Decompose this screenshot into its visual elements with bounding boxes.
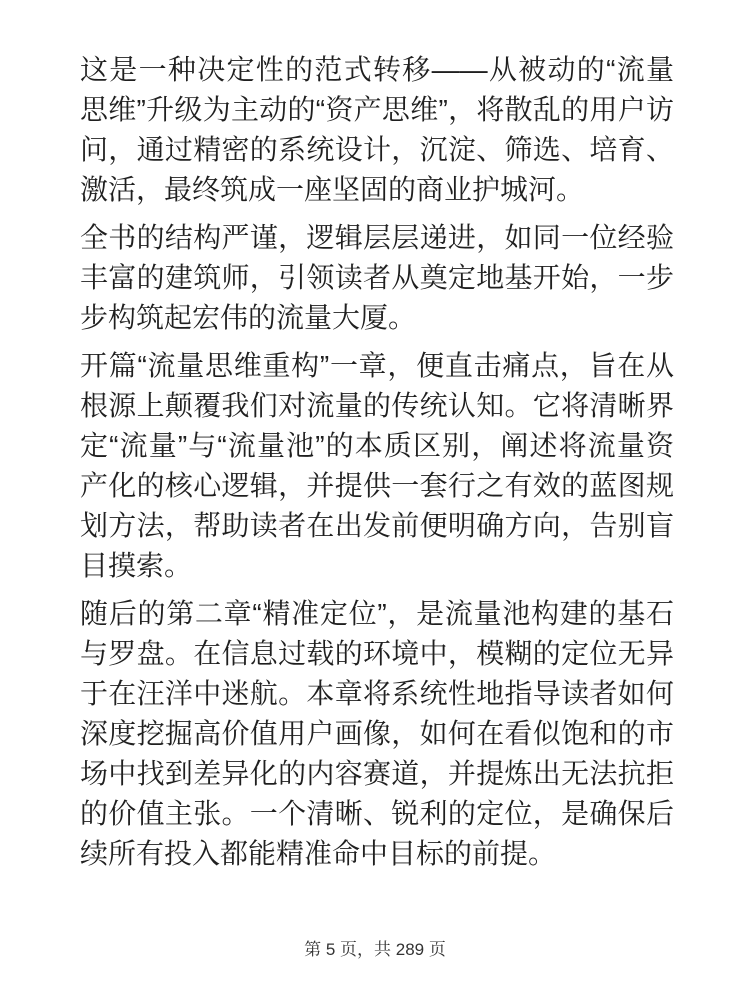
page-indicator: 第 5 页，共 289 页 xyxy=(304,940,446,959)
paragraph: 随后的第二章“精准定位”，是流量池构建的基石与罗盘。在信息过载的环境中，模糊的定位无异于在汪洋中迷航。本章将系统性地指导读者如何深度挖掘高价值用户画像，如何在看似饱和的市场中找到差异化的内容赛道，并提炼出无法抗拒的价值主张。一个清晰、锐利的定位，是确保后续所有投入都能精准命中目标的前提。 xyxy=(80,598,674,869)
paragraph: 全书的结构严谨，逻辑层层递进，如同一位经验丰富的建筑师，引领读者从奠定地基开始，一步步构筑起宏伟的流量大厦。 xyxy=(80,222,674,333)
paragraph: 开篇“流量思维重构”一章，便直击痛点，旨在从根源上颠覆我们对流量的传统认知。它将清晰界定“流量”与“流量池”的本质区别，阐述将流量资产化的核心逻辑，并提供一套行之有效的蓝图规划方法，帮助读者在出发前便明确方向，告别盲目摸索。 xyxy=(80,350,674,581)
paragraph: 这是一种决定性的范式转移——从被动的“流量思维”升级为主动的“资产思维”，将散乱的用户访问，通过精密的系统设计，沉淀、筛选、培育、激活，最终筑成一座坚固的商业护城河。 xyxy=(80,54,674,205)
page-footer xyxy=(0,938,750,962)
page-content xyxy=(80,50,674,882)
